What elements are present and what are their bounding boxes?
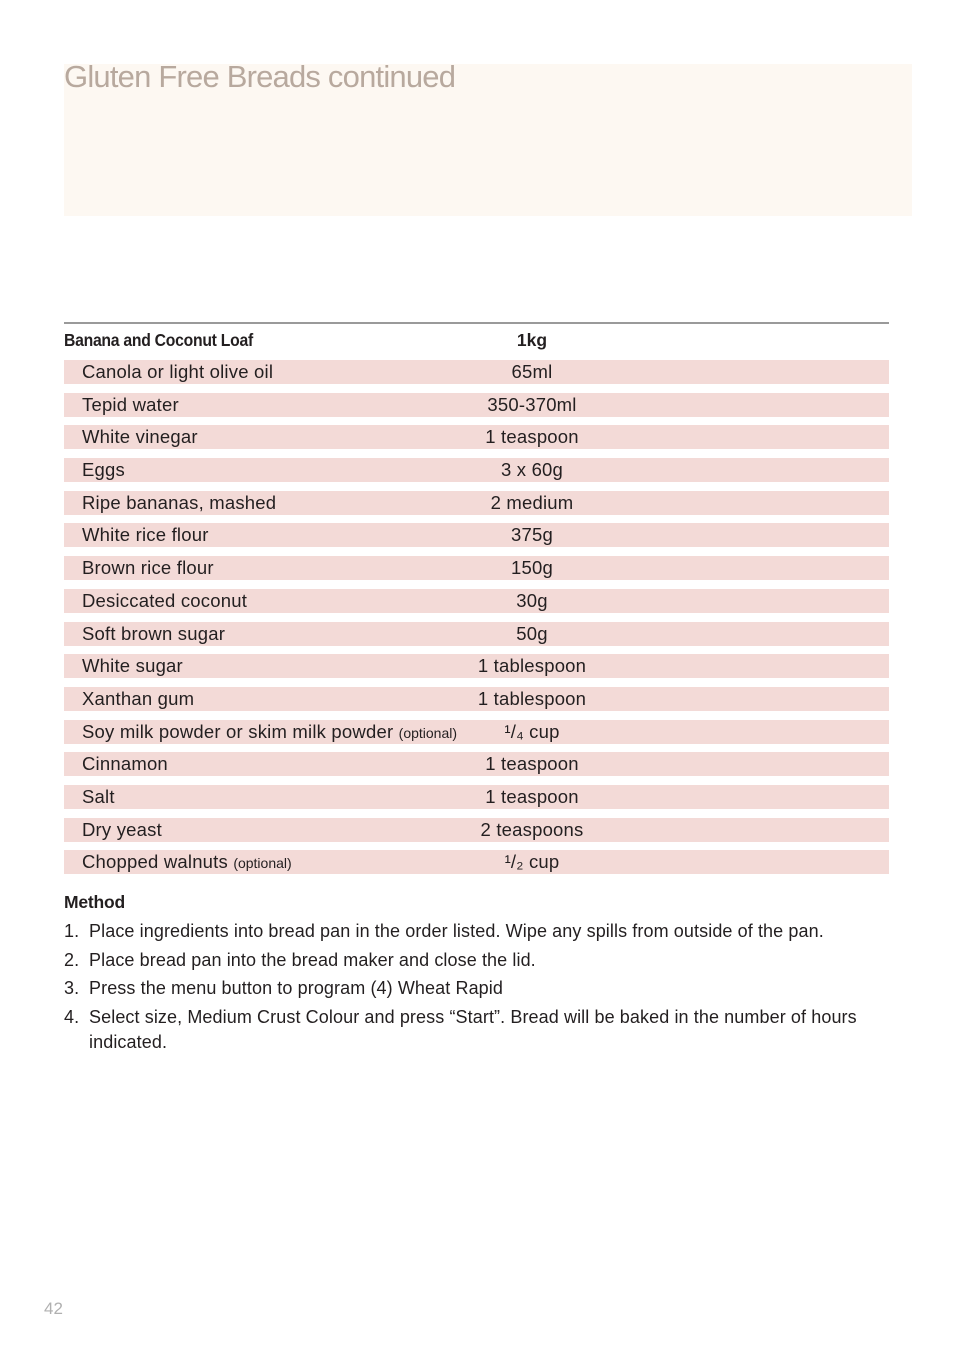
recipe-header-row	[64, 324, 889, 356]
recipe-name: Banana and Coconut Loaf	[64, 330, 253, 350]
ingredient-qty: 1 teaspoon	[485, 785, 579, 807]
ingredient-list	[64, 360, 889, 874]
ingredient-name-text: Ripe bananas, mashed	[82, 491, 277, 513]
ingredient-note: (optional)	[233, 855, 292, 872]
ingredient-name-text: Canola or light olive oil	[82, 361, 274, 382]
ingredient-name-text: Soft brown sugar	[82, 622, 226, 644]
page-number: 42	[44, 1299, 63, 1318]
ingredient-name	[82, 459, 125, 481]
ingredient-qty: 1 teaspoon	[485, 753, 579, 775]
ingredient-qty: 1 tablespoon	[477, 687, 587, 709]
step-number: 4.	[64, 1006, 80, 1027]
ingredient-qty: 375g	[511, 524, 553, 546]
ingredient-row	[64, 622, 889, 646]
ingredient-name	[82, 426, 198, 448]
page-title: Gluten Free Breads continued	[64, 59, 456, 94]
ingredient-name	[82, 361, 273, 383]
ingredient-qty: 65ml	[511, 361, 553, 382]
ingredient-row	[64, 491, 889, 515]
ingredient-name-text: Dry yeast	[82, 818, 162, 840]
ingredient-name	[82, 721, 457, 744]
ingredient-name	[82, 590, 247, 612]
ingredient-qty: ¹/₂ cup	[504, 851, 560, 873]
step-text: Place bread pan into the bread maker and close the lid.	[89, 949, 536, 970]
ingredient-row	[64, 785, 889, 809]
step-number: 2.	[64, 949, 80, 970]
ingredient-row	[64, 720, 889, 744]
ingredient-qty: 30g	[516, 589, 548, 611]
ingredient-name	[82, 394, 179, 416]
ingredient-name-text: Brown rice flour	[82, 557, 214, 579]
ingredient-name	[82, 786, 115, 808]
ingredient-row	[64, 654, 889, 678]
ingredient-row	[64, 589, 889, 613]
ingredient-name-text: Soy milk powder or skim milk powder	[82, 720, 394, 742]
ingredient-row	[64, 425, 889, 449]
ingredient-name	[82, 524, 209, 546]
ingredient-note: (optional)	[398, 724, 458, 741]
ingredient-qty: 3 x 60g	[500, 459, 564, 481]
step-text: Place ingredients into bread pan in the order listed. Wipe any spills from outside of the pan.	[89, 921, 824, 941]
ingredient-qty: 2 teaspoons	[480, 818, 584, 840]
ingredient-name	[82, 492, 276, 514]
ingredient-qty: 1 teaspoon	[485, 426, 579, 448]
ingredient-name-text: Desiccated coconut	[82, 589, 248, 611]
ingredient-row	[64, 850, 889, 874]
step-text: Select size, Medium Crust Colour and press “Start”. Bread will be baked in the number of hours indicated.	[89, 1006, 857, 1052]
ingredient-row	[64, 687, 889, 711]
recipe-size: 1kg	[516, 330, 548, 350]
ingredient-qty: 350-370ml	[487, 393, 577, 415]
method-step	[64, 948, 894, 973]
ingredient-name	[82, 557, 214, 579]
ingredient-row	[64, 752, 889, 776]
ingredient-name-text: White sugar	[82, 655, 183, 677]
method-step	[64, 976, 894, 1001]
ingredient-name	[82, 819, 162, 841]
ingredient-row	[64, 393, 889, 417]
ingredient-name-text: White vinegar	[82, 426, 198, 448]
ingredient-name	[82, 753, 168, 775]
ingredient-name	[82, 688, 194, 710]
ingredient-name	[82, 623, 225, 645]
ingredient-name-text: Eggs	[82, 459, 125, 481]
method-section	[64, 892, 894, 1058]
method-step	[64, 1005, 894, 1055]
ingredient-name	[82, 851, 292, 874]
method-step	[64, 919, 894, 944]
ingredient-name-text: Cinnamon	[82, 753, 168, 775]
ingredient-name-text: Chopped walnuts	[82, 851, 228, 873]
ingredient-row	[64, 458, 889, 482]
ingredient-name-text: Salt	[82, 785, 115, 807]
ingredient-name-text: White rice flour	[82, 524, 209, 546]
method-steps	[64, 919, 894, 1055]
ingredient-qty: 150g	[511, 557, 553, 579]
ingredient-name	[82, 655, 183, 677]
ingredient-name-text: Tepid water	[82, 393, 179, 415]
step-number: 1.	[64, 921, 80, 941]
recipe-table	[64, 322, 889, 874]
ingredient-row	[64, 360, 889, 384]
ingredient-row	[64, 556, 889, 580]
ingredient-qty: 1 tablespoon	[477, 655, 587, 677]
ingredient-qty: 50g	[516, 622, 548, 644]
step-text: Press the menu button to program (4) Wheat Rapid	[89, 978, 504, 998]
method-title: Method	[64, 892, 126, 912]
ingredient-qty: 2 medium	[490, 491, 574, 513]
step-number: 3.	[64, 978, 80, 998]
ingredient-row	[64, 818, 889, 842]
ingredient-row	[64, 523, 889, 547]
ingredient-qty: ¹/₄ cup	[504, 720, 560, 742]
ingredient-name-text: Xanthan gum	[82, 687, 195, 709]
